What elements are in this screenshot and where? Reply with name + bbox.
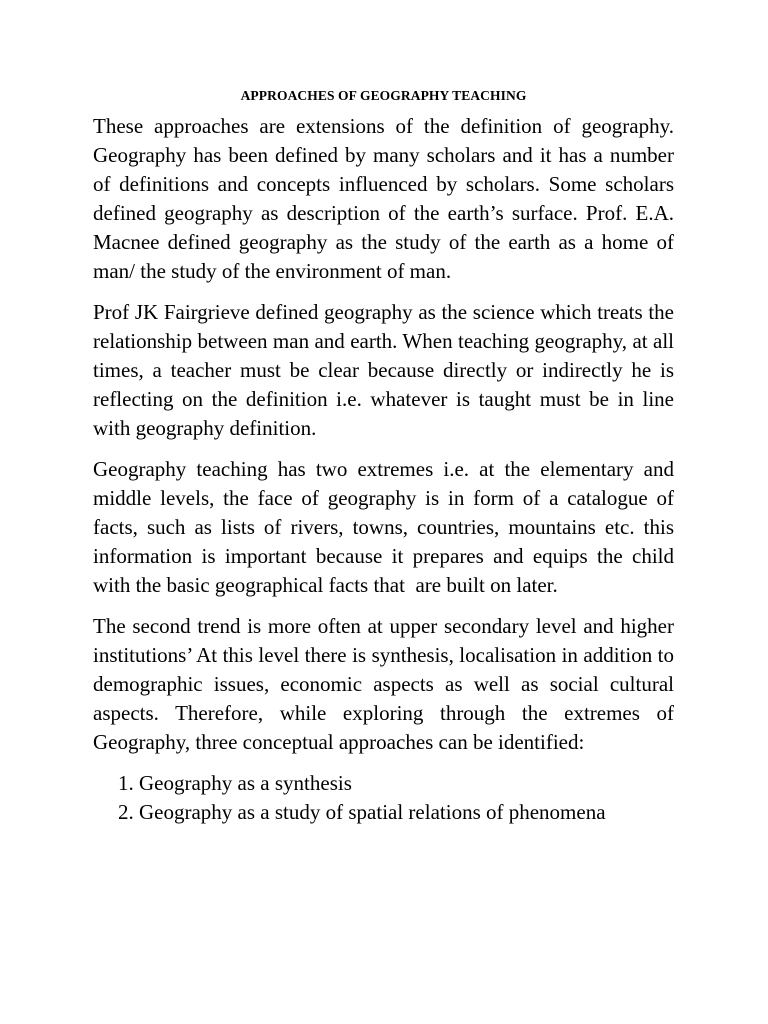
- paragraph-fairgrieve: Prof JK Fairgrieve defined geography as the science which treats the relationship between man and earth. When teaching geography, at all times, a teacher must be clear because directly or indirectly he is reflecting on the definition i.e. whatever is taught must be in line with geography definition.: [93, 300, 680, 440]
- paragraph-two-extremes: Geography teaching has two extremes i.e. at the elementary and middle levels, the face of geography is in form of a catalogue of facts, such as lists of rivers, towns, countries, mountains etc. this information is important because it prepares and equips the child with the basic geographical facts that are built on later.: [93, 457, 680, 597]
- list-item: 1. Geography as a synthesis: [139, 769, 674, 798]
- document-title: APPROACHES OF GEOGRAPHY TEACHING: [240, 88, 527, 103]
- paragraph-second-trend: The second trend is more often at upper secondary level and higher institutions’ At this level there is synthesis, localisation in addition to demographic issues, economic aspects as well as social cultural aspects. Therefore, while exploring through the extremes of Geography, three conceptual approaches can be identified:: [93, 614, 680, 754]
- list-item: 2. Geography as a study of spatial relations of phenomena: [139, 798, 674, 827]
- approaches-list: [93, 769, 674, 827]
- paragraph-definitions: These approaches are extensions of the definition of geography. Geography has been defined by many scholars and it has a number of definitions and concepts influenced by scholars. Some scholars defined geography as description of the earth’s surface. Prof. E.A. Macnee defined geography as the study of the earth as a home of man/ the study of the environment of man.: [93, 114, 680, 283]
- document-page: [93, 86, 680, 827]
